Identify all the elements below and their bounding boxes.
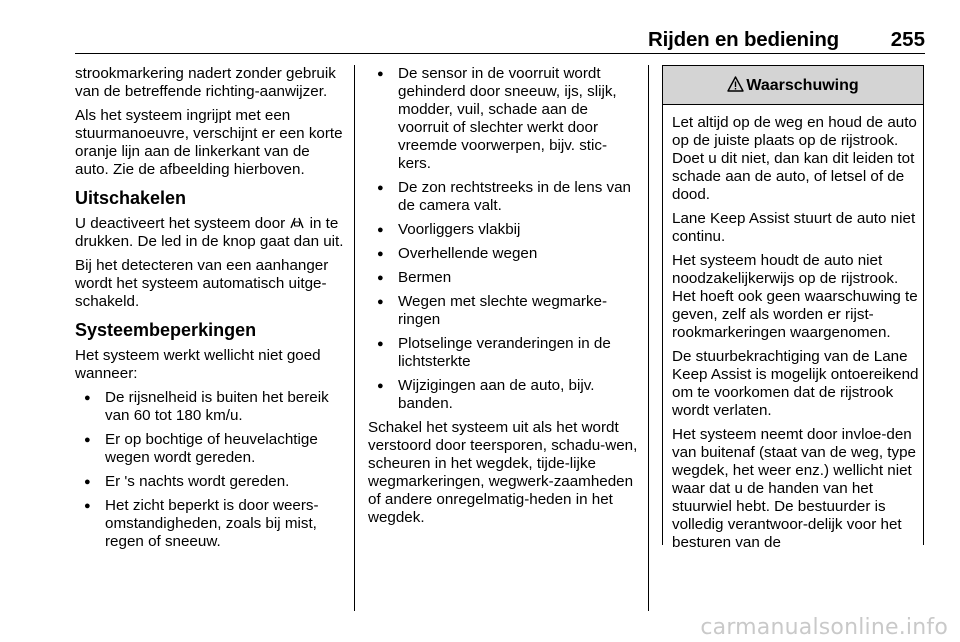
column-divider-left — [354, 65, 355, 611]
column-left — [75, 65, 347, 557]
paragraph-deactivate: U deactiveert het systeem door in te drukken. De led in de knop gaat dan uit. — [75, 215, 344, 250]
warning-body — [672, 114, 920, 558]
warning-box-right-edge — [923, 65, 924, 545]
paragraph: strookmarkering nadert zonder gebruik van de betreffende richting-aanwijzer. — [75, 65, 336, 100]
limitations-list — [75, 389, 347, 551]
paragraph: Als het systeem ingrijpt met een stuurmanoeuvre, verschijnt er een korte oranje lijn aan de linkerkant van de auto. Zie de afbeelding hierboven. — [75, 107, 343, 178]
warning-paragraph: Het systeem houdt de auto niet noodzakelijkerwijs op de rijstrook. Het hoeft ook geen waarschuwing te geven, zelf als worden er rijst-rookmarkeringen waargenomen. — [672, 252, 918, 341]
list-item: ● Wijzigingen aan de auto, bijv. banden. — [368, 377, 638, 413]
warning-paragraph: De stuurbekrachtiging van de Lane Keep Assist is mogelijk ontoereikend om te voorkomen dat de rijstrook wordt verlaten. — [672, 348, 919, 419]
list-item: ● De zon rechtstreeks in de lens van de camera valt. — [368, 179, 638, 215]
list-item: ● De rijsnelheid is buiten het bereik van 60 tot 180 km/u. — [75, 389, 347, 425]
paragraph-closing: Schakel het systeem uit als het wordt verstoord door teersporen, schadu-wen, scheuren in het wegdek, tijde-lijke wegmarkeringen, wegwerk-zaamheden of andere onregelmatig-heden in het wegdek. — [368, 419, 638, 526]
list-item: ● Voorliggers vlakbij — [368, 221, 638, 239]
list-item: ● Bermen — [368, 269, 638, 287]
watermark: carmanualsonline.info — [700, 615, 948, 640]
warning-paragraph: Het systeem neemt door invloe-den van buitenaf (staat van de weg, type wegdek, het weer enz.) wellicht niet waar dat u de handen van het stuurwiel hebt. De bestuurder is volledig verantwoor-delijk voor het besturen van de — [672, 426, 917, 551]
warning-title: Waarschuwing — [663, 76, 923, 95]
warning-paragraph: Lane Keep Assist stuurt de auto niet continu. — [672, 210, 916, 245]
list-item: ● Plotselinge veranderingen in de lichtsterkte — [368, 335, 638, 371]
limitations-list-continued — [368, 65, 638, 413]
section-heading-systeembeperkingen: Systeembeperkingen — [75, 320, 257, 340]
lane-keep-icon — [289, 217, 305, 229]
list-item: ● Er 's nachts wordt gereden. — [75, 473, 347, 491]
warning-paragraph: Let altijd op de weg en houd de auto op de juiste plaats op de rijstrook. Doet u dit niet, dan kan dit leiden tot schade aan de auto, of letsel of de dood. — [672, 114, 917, 203]
page-number: 255 — [890, 28, 925, 51]
page-title: Rijden en bediening — [648, 28, 839, 51]
column-middle — [368, 65, 638, 533]
warning-header — [662, 65, 924, 105]
paragraph: Bij het detecteren van een aanhanger wordt het systeem automatisch uitge-schakeld. — [75, 257, 329, 310]
list-item: ● De sensor in de voorruit wordt gehinderd door sneeuw, ijs, slijk, modder, vuil, schade aan de voorruit of slechter werkt door vreemde voorwerpen, bijv. stic-kers. — [368, 65, 638, 173]
paragraph: Het systeem werkt wellicht niet goed wanneer: — [75, 347, 321, 382]
list-item: ● Het zicht beperkt is door weers-omstandigheden, zoals bij mist, regen of sneeuw. — [75, 497, 347, 551]
list-item: ● Overhellende wegen — [368, 245, 638, 263]
warning-box-left-edge — [662, 65, 663, 545]
page-header — [75, 24, 925, 52]
warning-triangle-icon — [727, 76, 744, 92]
list-item: ● Wegen met slechte wegmarke-ringen — [368, 293, 638, 329]
list-item: ● Er op bochtige of heuvelachtige wegen wordt gereden. — [75, 431, 347, 467]
column-divider-right — [648, 65, 649, 611]
header-divider — [75, 53, 925, 54]
section-heading-uitschakelen: Uitschakelen — [75, 188, 187, 208]
